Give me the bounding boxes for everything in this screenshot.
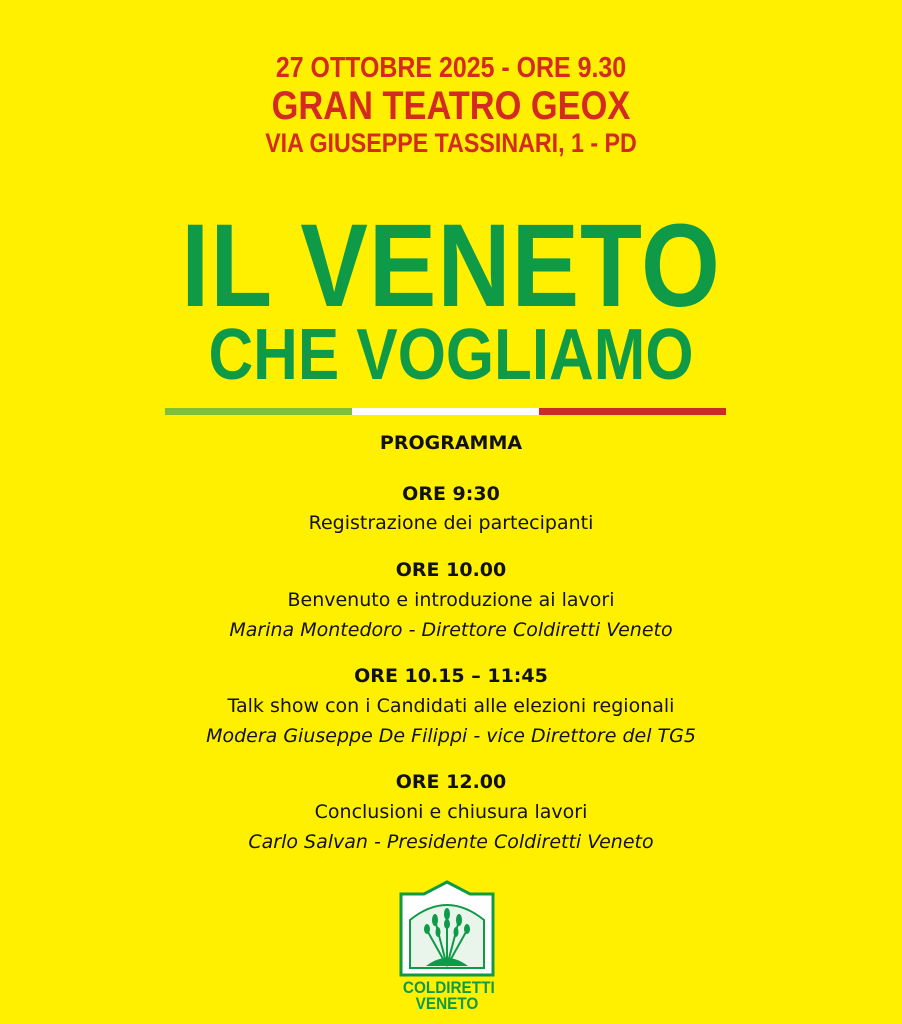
program-item-2-time: ORE 10.00 bbox=[395, 559, 507, 581]
flag-red-segment bbox=[539, 408, 726, 415]
program-item-3-time: ORE 10.15 – 11:45 bbox=[354, 665, 548, 687]
program-item-1-description: Registrazione dei partecipanti bbox=[308, 512, 594, 534]
program-item-3-description: Talk show con i Candidati alle elezioni regionali bbox=[227, 695, 675, 717]
logo-text-line-1: COLDIRETTI bbox=[402, 978, 495, 997]
program-item-2-description: Benvenuto e introduzione ai lavori bbox=[287, 589, 615, 611]
coldiretti-logo bbox=[398, 880, 496, 1016]
program-title: PROGRAMMA bbox=[379, 432, 523, 454]
program-item-4-description: Conclusioni e chiusura lavori bbox=[314, 801, 588, 823]
wheat-shield-icon bbox=[398, 880, 496, 978]
tricolor-divider bbox=[165, 408, 726, 415]
logo-text-line-2: VENETO bbox=[415, 994, 479, 1013]
headline-line-1: IL VENETO bbox=[181, 200, 721, 332]
event-address: VIA GIUSEPPE TASSINARI, 1 - PD bbox=[265, 128, 637, 158]
program-item-4-speaker: Carlo Salvan - Presidente Coldiretti Veneto bbox=[248, 831, 654, 853]
headline-line-2: CHE VOGLIAMO bbox=[208, 315, 694, 395]
event-venue: GRAN TEATRO GEOX bbox=[271, 84, 631, 128]
program-item-3-speaker: Modera Giuseppe De Filippi - vice Direttore del TG5 bbox=[206, 725, 696, 747]
program-item-4-time: ORE 12.00 bbox=[395, 771, 507, 793]
event-date-time: 27 OTTOBRE 2025 - ORE 9.30 bbox=[275, 52, 627, 84]
program-item-2-speaker: Marina Montedoro - Direttore Coldiretti Veneto bbox=[229, 619, 673, 641]
flag-white-segment bbox=[352, 408, 539, 415]
program-item-1-time: ORE 9:30 bbox=[402, 483, 500, 505]
flag-green-segment bbox=[165, 408, 352, 415]
